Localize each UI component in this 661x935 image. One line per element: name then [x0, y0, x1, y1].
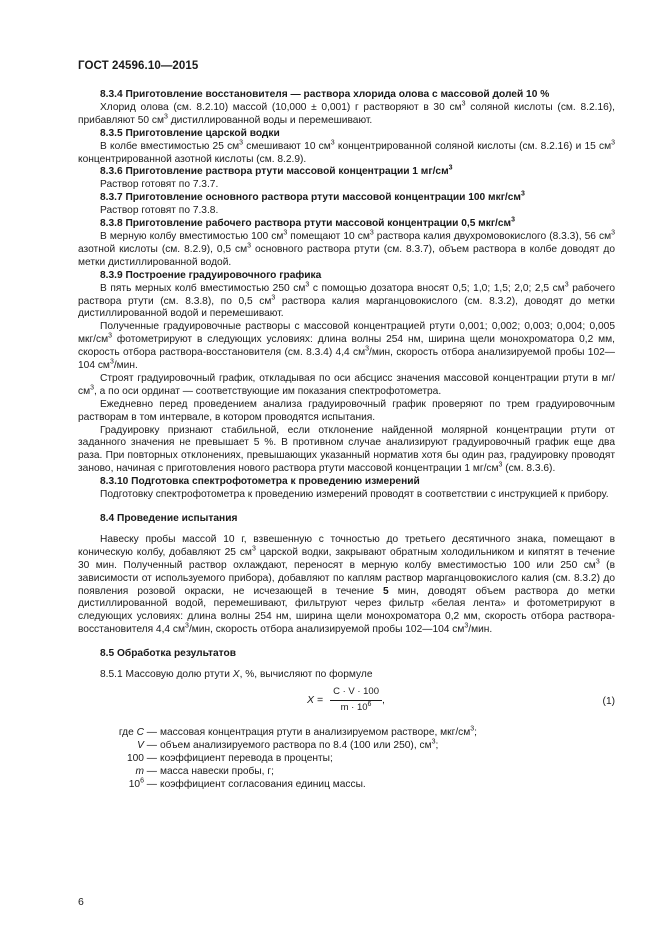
paragraph-8-4-part-b: мин, доводят объем раствора до метки дистиллированной водой, перемешивают, фильтруют через фильтр «белая лента» и фотометрируют в следующих условиях: длина волны 254 нм, ширина щели монохроматора 0,2 мм, скорость отбора раствора-восстановителя 4,4 $см^3$/мин, скорость отбора анализируемой пробы 102—104 $см^3$/мин.	[78, 585, 616, 636]
formula-definitions	[78, 727, 615, 792]
formula-numerator: C · V · 100	[330, 686, 382, 701]
definition-text: масса навески пробы, г;	[160, 765, 274, 777]
definition-prefix: $10^6$	[128, 777, 144, 790]
formula-lhs: X =	[307, 693, 324, 706]
paragraph-8-3-9-1: В пять мерных колб вместимостью 250 $см^3$ с помощью дозатора вносят 0,5; 1,0; 1,5; 2,0; 2,5 $см^3$ рабочего раствора ртути (см. 8.3.8), по 0,5 $см^3$ раствора калия марганцовокислого (см. 8.3.2), доводят до метки дистиллированной водой и перемешивают.	[78, 281, 615, 320]
definition-variable: m	[135, 765, 144, 777]
definition-dash: —	[143, 752, 157, 764]
definition-text: коэффициент согласования единиц массы.	[160, 778, 366, 790]
section-title-8-3-8: 8.3.8 Приготовление рабочего раствора ртути массовой концентрации 0,5 мкг/$см^3$	[100, 216, 516, 230]
definition-text: объем анализируемого раствора по 8.4 (100 или 250), $см^3$;	[160, 738, 439, 751]
definition-prefix: 100	[126, 752, 144, 764]
formula-trail: ,	[382, 693, 385, 706]
definition-variable: V	[137, 739, 144, 751]
section-title-8-3-10: 8.3.10 Подготовка спектрофотометра к проведению измерений	[100, 476, 420, 488]
definition-dash: —	[143, 765, 157, 777]
definition-symbol	[78, 766, 157, 779]
paragraph-8-4-part-a: Навеску пробы массой 10 г, взвешенную с точностью до третьего десятичного знака, помещают в коническую колбу, добавляют 25 $см^3$ царской водки, закрывают обратным холодильником и кипятят в течение 30 мин. Полученный раствор охлаждают, переносят в мерную колбу вместимостью 100 или 250 $см^3$ (в зависимости от используемого прибора), добавляют по каплям раствор марганцовокислого калия (см. 8.3.2) до появления розовой окраски, не исчезающей в течение	[78, 533, 616, 597]
paragraph-8-3-9-5: Градуировку признают стабильной, если отклонение найденной молярной концентрации ртути от заданного значения не превышает 5 %. В противном случае анализируют градуировочный график еще два раза. При повторных отклонениях, превышающих указанный норматив хотя бы один раз, градуировку проводят заново, начиная с приготовления нового раствора ртути массовой концентрации 1 $мг/см^3$ (см. 8.3.6).	[78, 424, 615, 475]
definition-dash: —	[143, 778, 157, 790]
paragraph-8-3-5: В колбе вместимостью 25 $см^3$ смешивают 10 $см^3$ концентрированной соляной кислоты (см. 8.2.16) и 15 $см^3$ концентрированной азотной кислоты (см. 8.2.9).	[78, 139, 616, 165]
definition-symbol	[78, 727, 157, 740]
section-title-8-3-7: 8.3.7 Приготовление основного раствора ртути массовой концентрации 100 мкг/$см^3$	[100, 190, 525, 204]
formula	[307, 686, 385, 715]
section-title-8-3-4: 8.3.4 Приготовление восстановителя — раствора хлорида олова с массовой долей 10 %	[100, 89, 550, 100]
paragraph-8-5-1-variable: X	[232, 669, 240, 681]
definition-row	[78, 779, 615, 792]
definition-dash: —	[143, 739, 157, 751]
paragraph-8-3-10: Подготовку спектрофотометра к проведению измерений проводят в соответствии с инструкцией к прибору.	[100, 489, 609, 501]
paragraph-8-3-8: В мерную колбу вместимостью 100 $см^3$ помещают 10 $см^3$ раствора калия двухромовокислого (8.3.3), 56 $см^3$ азотной кислоты (см. 8.2.9), 0,5 $см^3$ основного раствора ртути (см. 8.3.7), объем раствора в колбе доводят до метки дистиллированной водой.	[78, 229, 616, 268]
definition-symbol	[78, 740, 157, 753]
formula-row	[78, 684, 615, 724]
definition-symbol	[78, 779, 157, 792]
definition-variable: C	[136, 726, 144, 738]
paragraph-8-3-9-4: Ежедневно перед проведением анализа градуировочный график проверяют по трем градуировочным растворам в том интервале, в котором проводятся испытания.	[78, 398, 615, 423]
paragraph-8-4	[78, 534, 615, 637]
paragraph-8-3-9-3: Строят градуировочный график, откладывая по оси абсцисс значения массовой концентрации ртути в $мг/см^3$, а по оси ординат — соответствующие им показания спектрофотометра.	[78, 372, 615, 397]
section-title-8-5: 8.5 Обработка результатов	[100, 648, 237, 660]
formula-denominator: $m \cdot 10^6$	[340, 700, 372, 713]
paragraph-8-4-bold: 5	[382, 585, 389, 597]
definition-symbol	[78, 753, 157, 766]
paragraph-8-3-4: Хлорид олова (см. 8.2.10) массой (10,000 ± 0,001) г растворяют в 30 $см^3$ соляной кислоты (см. 8.2.16), прибавляют 50 $см^3$ дистиллированной воды и перемешивают.	[78, 100, 615, 126]
definition-row	[78, 753, 615, 766]
paragraph-8-5-1	[78, 669, 615, 682]
definition-row	[78, 727, 615, 740]
document-header: ГОСТ 24596.10—2015	[78, 60, 199, 72]
section-title-8-4: 8.4 Проведение испытания	[100, 513, 238, 524]
definition-text: массовая концентрация ртути в анализируемом растворе, мкг/$см^3$;	[160, 725, 477, 738]
definition-text: коэффициент перевода в проценты;	[160, 752, 333, 764]
paragraph-8-3-9-2: Полученные градуировочные растворы с массовой концентрацией ртути 0,001; 0,002; 0,003; 0,004; 0,005 мкг/$см^3$ фотометрируют в следующих условиях: длина волны 254 нм, ширина щели монохроматора 0,2 мм, скорость отбора раствора-восстановителя (см. 8.3.4) 4,4 $см^3$/мин, скорость отбора анализируемой пробы 102—104 $см^3$/мин.	[78, 321, 615, 372]
definition-prefix: где	[118, 726, 137, 738]
section-title-8-3-9: 8.3.9 Построение градуировочного графика	[100, 269, 322, 281]
page-number: 6	[78, 896, 84, 908]
paragraph-8-5-1-part-a: 8.5.1 Массовую долю ртути	[100, 669, 233, 681]
section-title-8-3-6: 8.3.6 Приготовление раствора ртути массовой концентрации 1 $мг/см^3$	[100, 165, 453, 178]
section-title-8-3-5: 8.3.5 Приготовление царской водки	[100, 127, 280, 139]
paragraph-8-3-6: Раствор готовят по 7.3.7.	[100, 179, 219, 191]
paragraph-8-5-1-part-b: , %, вычисляют по формуле	[239, 669, 373, 681]
definition-dash: —	[143, 726, 157, 738]
formula-fraction	[330, 686, 382, 715]
definition-row	[78, 766, 615, 779]
formula-number: (1)	[602, 695, 615, 707]
definition-row	[78, 740, 615, 753]
paragraph-8-3-7: Раствор готовят по 7.3.8.	[100, 205, 219, 217]
document-body	[78, 89, 615, 792]
